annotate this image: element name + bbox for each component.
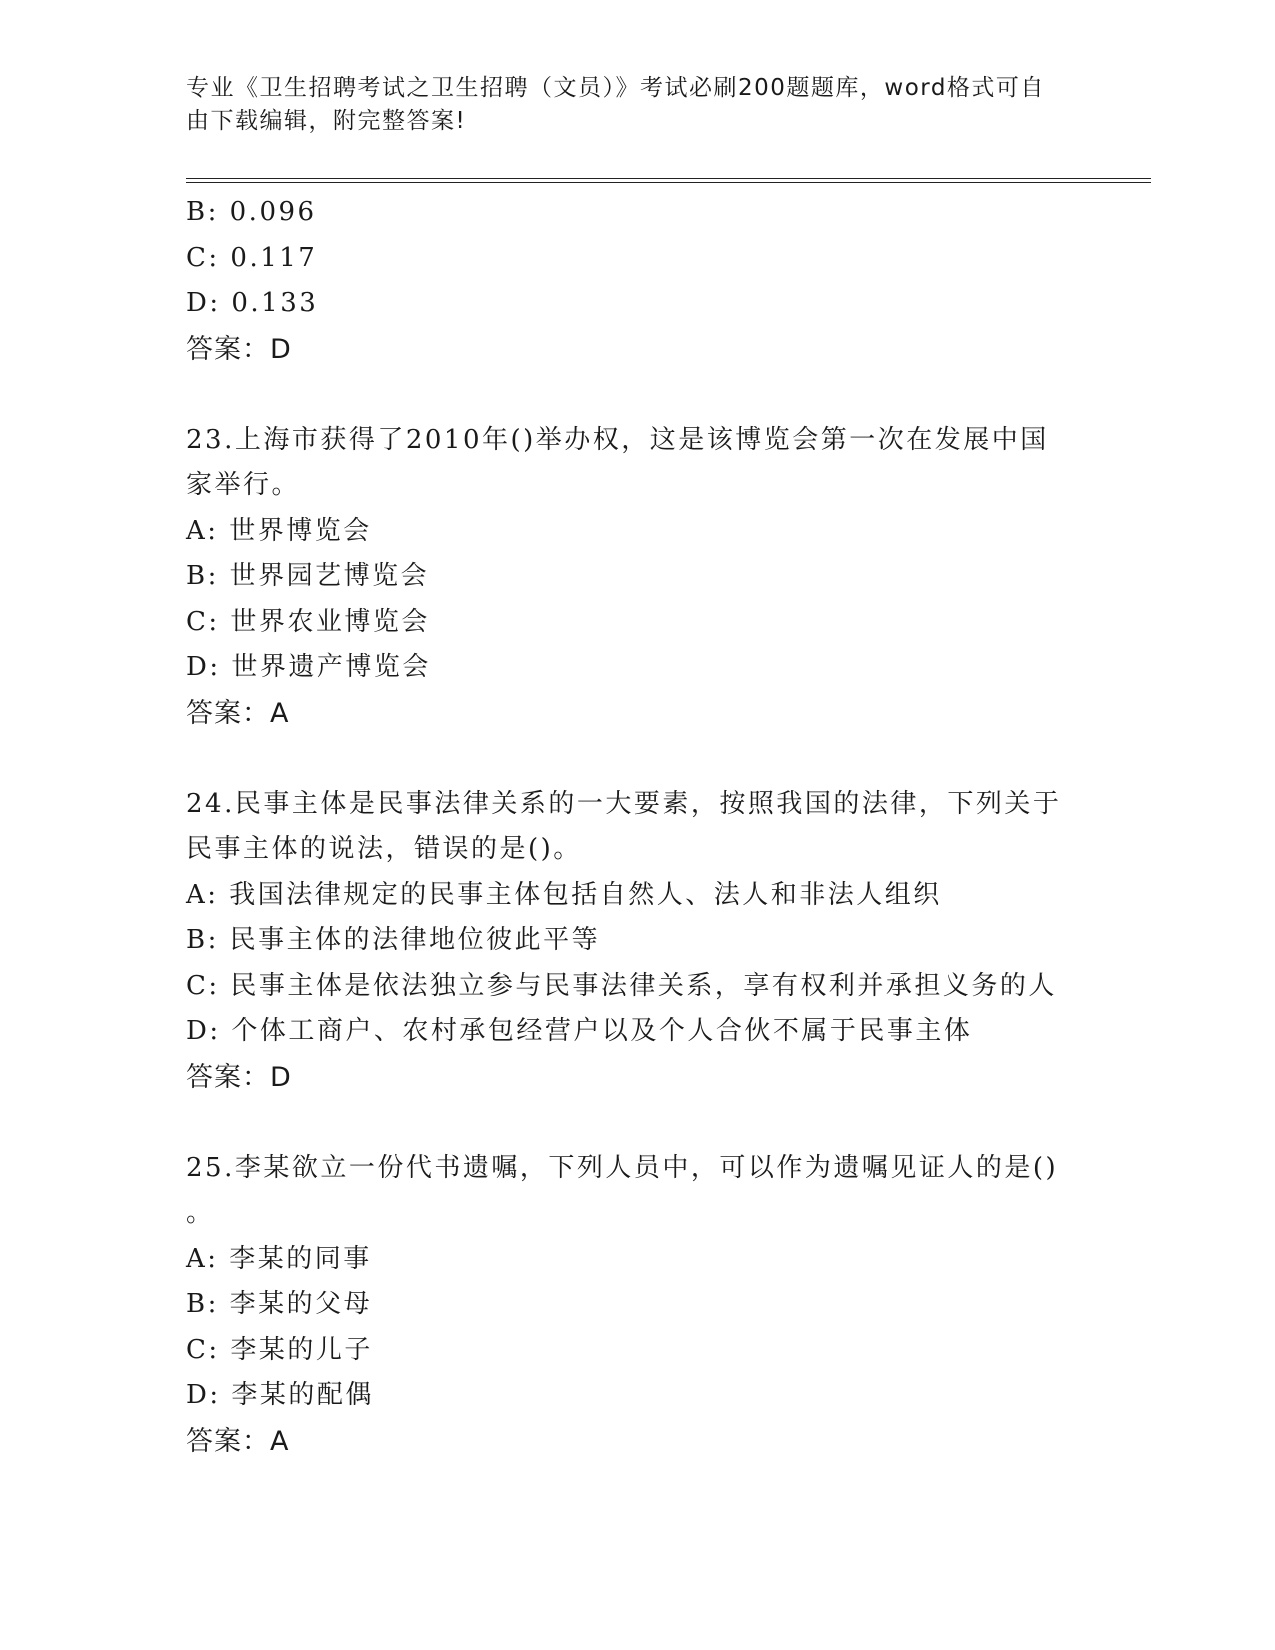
spacer	[186, 1100, 1086, 1146]
option: D: 0.133	[186, 288, 319, 318]
option: B: 民事主体的法律地位彼此平等	[186, 925, 601, 955]
option: A: 世界博览会	[186, 515, 372, 546]
header-divider	[186, 182, 1151, 183]
option: B: 世界园艺博览会	[186, 561, 430, 591]
option: C: 李某的儿子	[186, 1334, 373, 1365]
question-text: 家举行。	[186, 470, 301, 500]
option: D: 个体工商户、农村承包经营户以及个人合伙不属于民事主体	[186, 1016, 973, 1046]
question-content	[186, 190, 1086, 1464]
question-text: 23.上海市获得了2010年()举办权，这是该博览会第一次在发展中国	[186, 424, 1049, 455]
document-header	[186, 72, 1066, 138]
question-text: 。	[186, 1198, 215, 1228]
option: B: 0.096	[186, 197, 317, 227]
option: A: 李某的同事	[186, 1243, 372, 1274]
option: B: 李某的父母	[186, 1289, 373, 1319]
question-block	[186, 782, 1086, 1101]
question-block	[186, 1146, 1086, 1465]
question-text: 24.民事主体是民事法律关系的一大要素，按照我国的法律，下列关于	[186, 788, 1062, 819]
header-line: 由下载编辑，附完整答案!	[186, 108, 467, 134]
spacer	[186, 372, 1086, 418]
header-divider	[186, 178, 1151, 179]
answer: 答案：A	[186, 697, 290, 729]
option: A: 我国法律规定的民事主体包括自然人、法人和非法人组织	[186, 879, 942, 910]
question-block	[186, 418, 1086, 737]
question-text: 民事主体的说法，错误的是()。	[186, 834, 582, 864]
question-text: 25.李某欲立一份代书遗嘱，下列人员中，可以作为遗嘱见证人的是()	[186, 1152, 1059, 1183]
question-block	[186, 190, 1086, 372]
option: D: 世界遗产博览会	[186, 652, 431, 682]
option: C: 世界农业博览会	[186, 606, 430, 637]
answer: 答案：D	[186, 333, 292, 365]
answer: 答案：A	[186, 1425, 290, 1457]
option: D: 李某的配偶	[186, 1380, 374, 1410]
header-line: 专业《卫生招聘考试之卫生招聘（文员）》考试必刷200题题库，word格式可自	[186, 75, 1045, 101]
option: C: 民事主体是依法独立参与民事法律关系，享有权利并承担义务的人	[186, 970, 1057, 1001]
answer: 答案：D	[186, 1061, 292, 1093]
option: C: 0.117	[186, 242, 318, 273]
spacer	[186, 736, 1086, 782]
